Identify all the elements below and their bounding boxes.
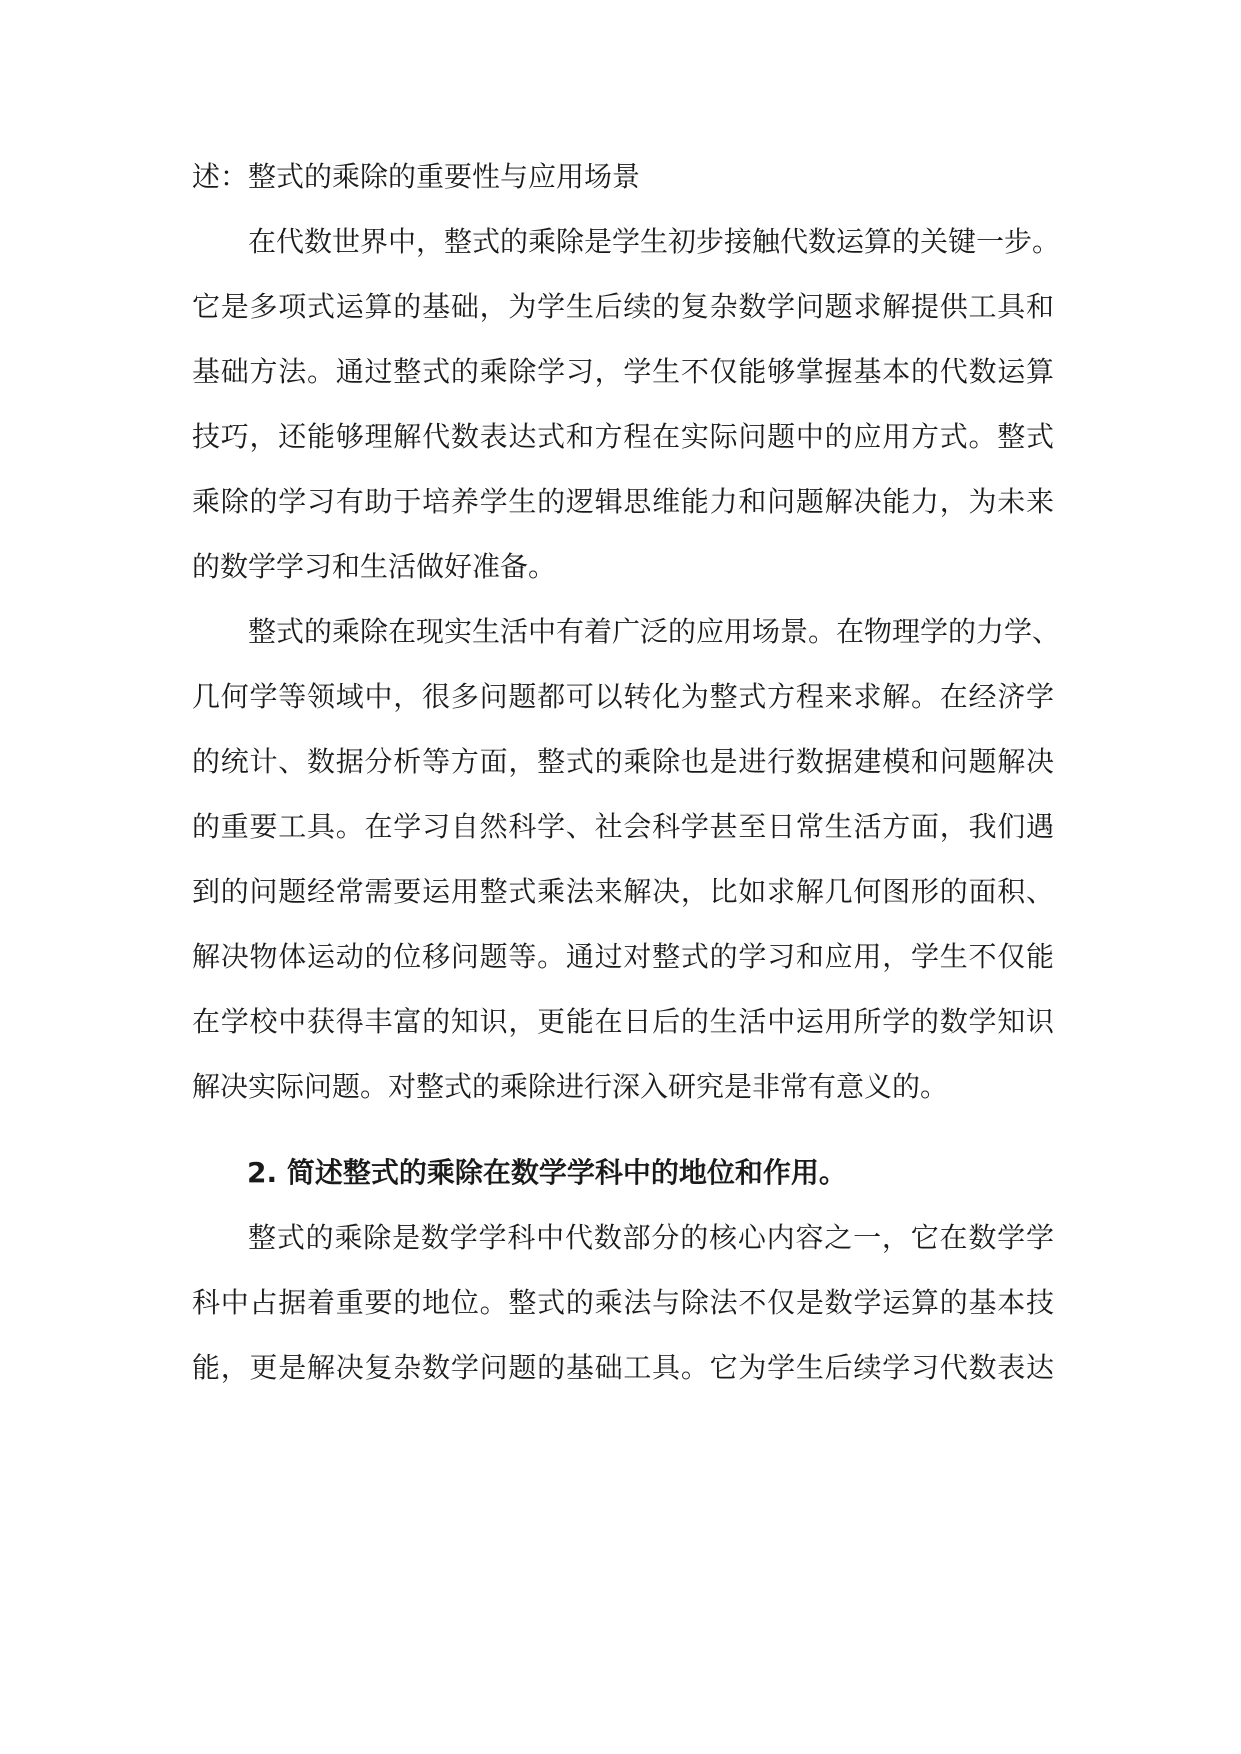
- paragraph-line: 解决实际问题。对整式的乘除进行深入研究是非常有意义的。: [192, 1070, 949, 1103]
- paragraph-line: 整式的乘除是数学学科中代数部分的核心内容之一，它在数学学: [248, 1221, 1054, 1254]
- spacer: [192, 1119, 1054, 1140]
- paragraph-line: 在学校中获得丰富的知识，更能在日后的生活中运用所学的数学知识: [192, 1005, 1054, 1038]
- paragraph-importance: [192, 209, 1061, 599]
- paragraph-line: 的重要工具。在学习自然科学、社会科学甚至日常生活方面，我们遇: [192, 810, 1054, 843]
- paragraph-line: 整式的乘除在现实生活中有着广泛的应用场景。在物理学的力学、: [248, 615, 1061, 648]
- paragraph-line: 科中占据着重要的地位。整式的乘法与除法不仅是数学运算的基本技: [192, 1286, 1054, 1319]
- paragraph-line: 解决物体运动的位移问题等。通过对整式的学习和应用，学生不仅能: [192, 940, 1054, 973]
- document-body: [192, 144, 1061, 1400]
- paragraph-role: [192, 1205, 1054, 1400]
- paragraph-line: 乘除的学习有助于培养学生的逻辑思维能力和问题解决能力，为未来: [192, 485, 1054, 518]
- paragraph-line: 到的问题经常需要运用整式乘法来解决，比如求解几何图形的面积、: [192, 875, 1054, 908]
- paragraph-line: 在代数世界中，整式的乘除是学生初步接触代数运算的关键一步。: [248, 225, 1061, 258]
- paragraph-line: 它是多项式运算的基础，为学生后续的复杂数学问题求解提供工具和: [192, 290, 1054, 323]
- paragraph-line: 的统计、数据分析等方面，整式的乘除也是进行数据建模和问题解决: [192, 745, 1054, 778]
- paragraph-line: 基础方法。通过整式的乘除学习，学生不仅能够掌握基本的代数运算: [192, 355, 1054, 388]
- paragraph-line: 的数学学习和生活做好准备。: [192, 550, 557, 583]
- paragraph-line: 技巧，还能够理解代数表达式和方程在实际问题中的应用方式。整式: [192, 420, 1054, 453]
- paragraph-line: 能，更是解决复杂数学问题的基础工具。它为学生后续学习代数表达: [192, 1351, 1054, 1384]
- paragraph-applications: [192, 599, 1061, 1119]
- intro-line: 述：整式的乘除的重要性与应用场景: [192, 160, 641, 193]
- paragraph-line: 几何学等领域中，很多问题都可以转化为整式方程来求解。在经济学: [192, 680, 1054, 713]
- section-heading: 2. 简述整式的乘除在数学学科中的地位和作用。: [247, 1156, 847, 1189]
